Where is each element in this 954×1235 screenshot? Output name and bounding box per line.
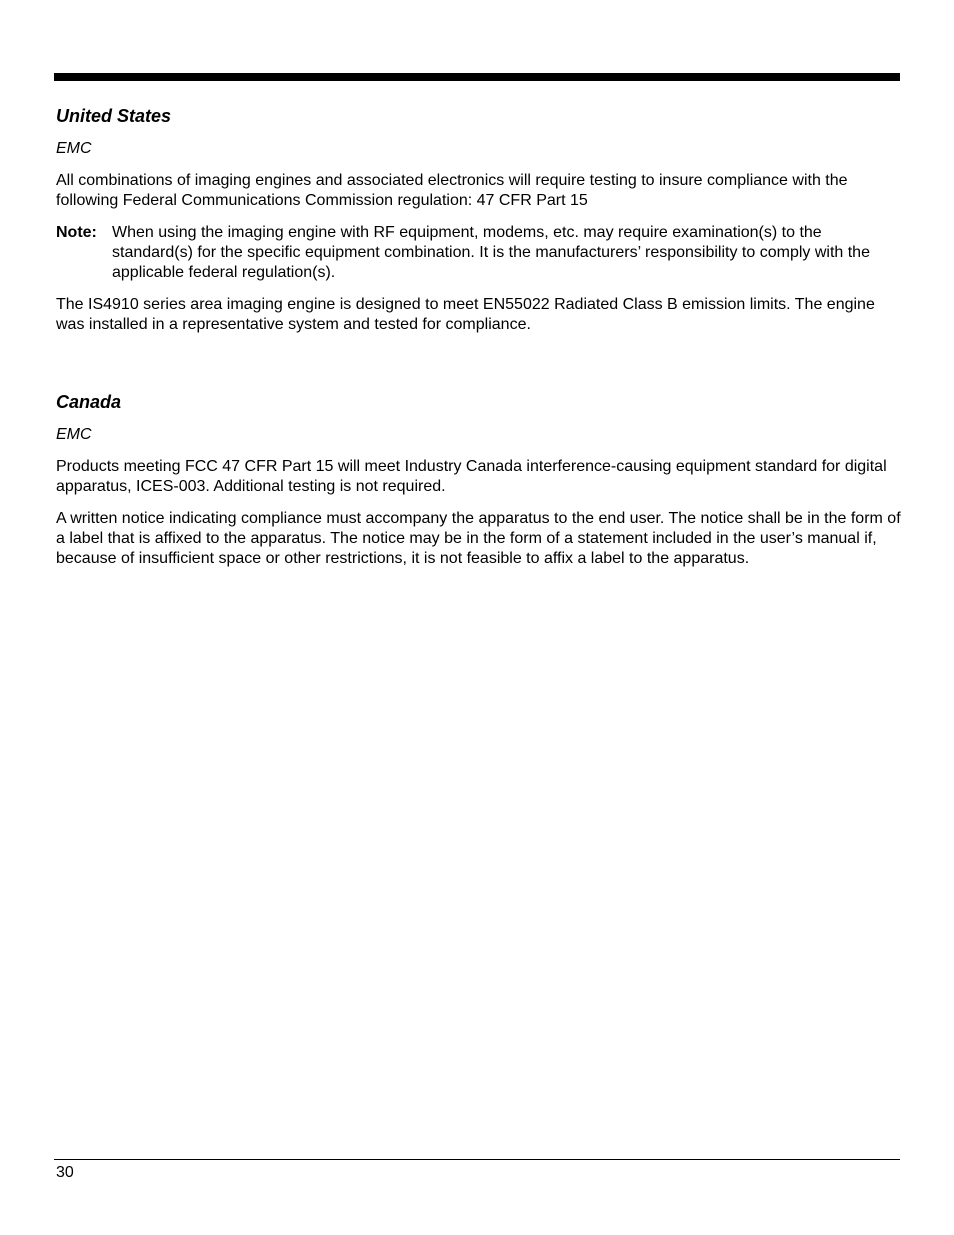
note-label: Note: <box>56 224 97 241</box>
section-heading: Canada <box>56 392 122 412</box>
section-united-states <box>56 105 902 335</box>
section-subheading: EMC <box>56 426 92 443</box>
page-content <box>56 105 902 581</box>
note-text: When using the imaging engine with RF equipment, modems, etc. may require examination(s) to the standard(s) for the specific equipment combination. It is the manufacturers’ responsibility to comply with the applicable federal regulation(s). <box>112 224 870 281</box>
paragraph: The IS4910 series area imaging engine is designed to meet EN55022 Radiated Class B emission limits. The engine was installed in a representative system and tested for compliance. <box>56 296 875 333</box>
footer-rule <box>54 1159 900 1160</box>
page-number: 30 <box>56 1164 74 1181</box>
paragraph: Products meeting FCC 47 CFR Part 15 will meet Industry Canada interference-causing equipment standard for digital apparatus, ICES-003. Additional testing is not required. <box>56 458 887 495</box>
section-spacer <box>56 347 902 391</box>
paragraph: All combinations of imaging engines and associated electronics will require testing to insure compliance with the following Federal Communications Commission regulation: 47 CFR Part 15 <box>56 172 848 209</box>
header-rule <box>54 73 900 81</box>
section-heading: United States <box>56 106 172 126</box>
paragraph: A written notice indicating compliance must accompany the apparatus to the end user. The notice shall be in the form of a label that is affixed to the apparatus. The notice may be in the form of a statement included in the user’s manual if, because of insufficient space or other restrictions, it is not feasible to affix a label to the apparatus. <box>56 510 901 567</box>
section-canada <box>56 391 902 569</box>
section-subheading: EMC <box>56 140 92 157</box>
note-block <box>56 223 902 283</box>
